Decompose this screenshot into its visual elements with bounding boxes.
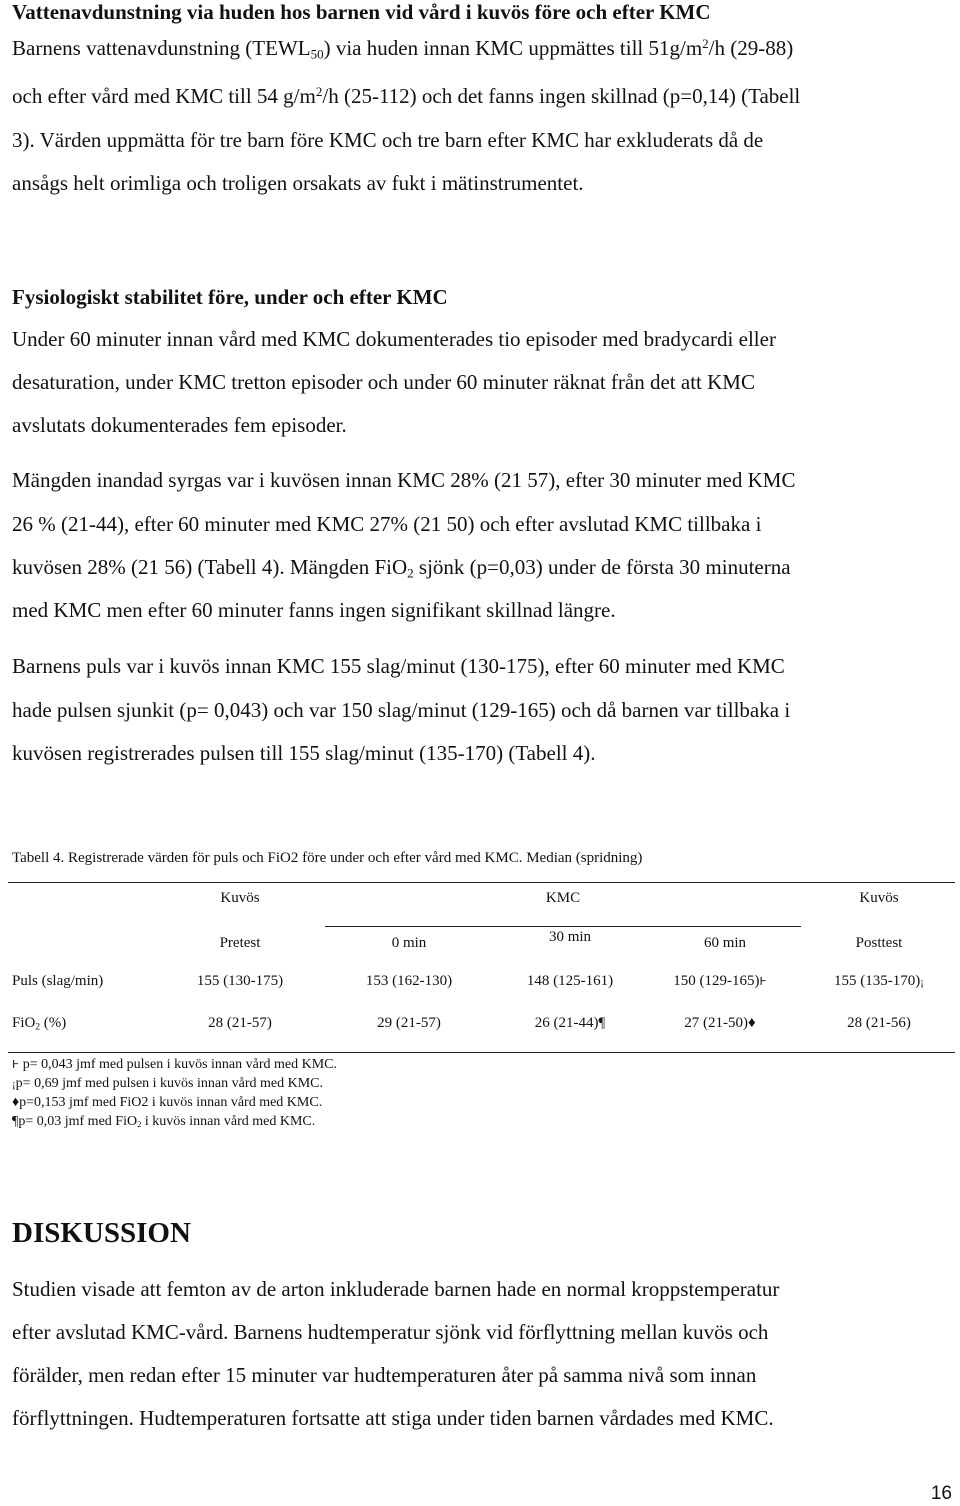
table-cell: 153 (162-130): [365, 973, 453, 989]
section-heading-diskussion: DISKUSSION: [12, 1217, 191, 1249]
paragraph-line: förälder, men redan efter 15 minuter var hudtemperaturen åter på samma nivå som innan: [12, 1363, 757, 1387]
table-cell: 28 (21-56): [847, 1015, 911, 1031]
footnote-marker: ¡: [920, 976, 924, 988]
paragraph-line: förflyttningen. Hudtemperaturen fortsatte att stiga under tiden barnen vårdades med KMC.: [12, 1406, 774, 1430]
footnote-marker: ¶: [598, 1015, 606, 1031]
table-group-header: Kuvös: [220, 890, 260, 906]
table-footnote: [12, 1076, 323, 1092]
footnote-marker: ¡: [12, 1078, 16, 1090]
table-footnote: [12, 1095, 322, 1111]
paragraph-line: [12, 84, 800, 109]
table-cell: 28 (21-57): [208, 1015, 272, 1031]
text-span: FiO: [12, 1015, 36, 1031]
paragraph-line: avslutats dokumenterades fem episoder.: [12, 413, 347, 437]
cell-value: 155 (135-170): [834, 973, 921, 989]
section-heading-tewl: Vattenavdunstning via huden hos barnen vid vård i kuvös före och efter KMC: [12, 0, 711, 24]
table-row-label: [12, 1015, 66, 1032]
paragraph-line: 3). Värden uppmätta för tre barn före KMC och tre barn efter KMC har exkluderats då de: [12, 128, 764, 152]
table-group-header: KMC: [545, 890, 581, 906]
footnote-marker: Ͱ: [12, 1059, 20, 1071]
text-span: /h (25-112) och det fanns ingen skillnad (p=0,14) (Tabell: [322, 84, 801, 109]
text-span: kuvösen 28% (21 56) (Tabell 4). Mängden FiO: [12, 555, 408, 579]
table-kmc-span-rule: [325, 926, 801, 927]
table-row-label: Puls (slag/min): [12, 973, 104, 989]
subscript: 2: [137, 1119, 142, 1130]
cell-value: 27 (21-50): [684, 1015, 749, 1031]
footnote-marker: ♦: [748, 1015, 756, 1031]
text-span: /h (29-88): [708, 36, 794, 61]
table-group-header: Kuvös: [859, 890, 899, 906]
text-span: sjönk (p=0,03) under de första 30 minuterna: [413, 555, 791, 579]
paragraph-line: med KMC men efter 60 minuter fanns ingen signifikant skillnad längre.: [12, 598, 616, 622]
text-span: ) via huden innan KMC uppmättes till 51g/m: [323, 36, 703, 61]
paragraph-line: kuvösen registrerades pulsen till 155 slag/minut (135-170) (Tabell 4).: [12, 741, 596, 765]
paragraph-line: Studien visade att femton av de arton inkluderade barnen hade en normal kroppstemperatur: [12, 1277, 780, 1301]
paragraph-line: Barnens puls var i kuvös innan KMC 155 slag/minut (130-175), efter 60 minuter med KMC: [12, 654, 785, 678]
paragraph-line: Under 60 minuter innan vård med KMC dokumenterades tio episoder med bradycardi eller: [12, 327, 776, 351]
section-heading-stability: Fysiologiskt stabilitet före, under och efter KMC: [12, 285, 448, 309]
cell-value: 150 (129-165): [673, 973, 760, 989]
subscript: 2: [407, 565, 414, 581]
footnote-marker: Ͱ: [759, 976, 767, 988]
table-caption: Tabell 4. Registrerade värden för puls och FiO2 före under och efter vård med KMC. Median (spridning): [12, 850, 643, 866]
subscript: 50: [310, 46, 324, 62]
footnote-text: i kuvös innan vård med KMC.: [141, 1114, 316, 1129]
footnote-text: p= 0,03 jmf med FiO: [18, 1114, 138, 1129]
footnote-marker: ♦: [12, 1095, 20, 1110]
subscript: 2: [35, 1022, 40, 1033]
paragraph-line: desaturation, under KMC tretton episoder och under 60 minuter räknat från det att KMC: [12, 370, 755, 394]
table-bottom-rule: [8, 1052, 955, 1053]
footnote-text: p= 0,043 jmf med pulsen i kuvös innan vård med KMC.: [19, 1057, 338, 1072]
text-span: och efter vård med KMC till 54 g/m: [12, 84, 316, 109]
superscript: 2: [702, 36, 709, 51]
table-column-header: Pretest: [219, 935, 261, 951]
paragraph-line: efter avslutad KMC-vård. Barnens hudtemperatur sjönk vid förflyttning mellan kuvös och: [12, 1320, 769, 1344]
footnote-marker: ¶: [12, 1114, 19, 1129]
text-span: Barnens vattenavdunstning (TEWL: [12, 36, 311, 61]
paragraph-line: hade pulsen sjunkit (p= 0,043) och var 150 slag/minut (129-165) och då barnen var tillbaka i: [12, 698, 791, 722]
paragraph-line: 26 % (21-44), efter 60 minuter med KMC 27% (21 50) och efter avslutad KMC tillbaka i: [12, 512, 762, 536]
table-cell: 155 (130-175): [196, 973, 284, 989]
table-cell: [684, 1015, 755, 1032]
paragraph-line: ansågs helt orimliga och troligen orsakats av fukt i mätinstrumentet.: [12, 171, 584, 195]
table-footnote: [12, 1057, 337, 1073]
table-cell: 148 (125-161): [526, 973, 614, 989]
text-span: (%): [40, 1015, 67, 1031]
paragraph-line: Mängden inandad syrgas var i kuvösen innan KMC 28% (21 57), efter 30 minuter med KMC: [12, 468, 796, 492]
table-column-header: 30 min: [548, 929, 592, 945]
paragraph-line: [12, 555, 791, 581]
table-top-rule: [8, 882, 955, 883]
footnote-text: p=0,153 jmf med FiO2 i kuvös innan vård med KMC.: [19, 1095, 323, 1110]
table-column-header: 60 min: [703, 935, 747, 951]
page-number: 16: [930, 1483, 952, 1504]
table-footnote: [12, 1114, 315, 1130]
table-cell: 29 (21-57): [377, 1015, 441, 1031]
superscript: 2: [315, 84, 323, 99]
table-cell: [834, 973, 924, 990]
footnote-text: p= 0,69 jmf med pulsen i kuvös innan vård med KMC.: [15, 1076, 323, 1091]
table-column-header: Posttest: [855, 935, 903, 951]
table-cell: [535, 1015, 606, 1032]
table-column-header: 0 min: [391, 935, 427, 951]
paragraph-line: [12, 36, 793, 62]
cell-value: 26 (21-44): [534, 1015, 599, 1031]
table-cell: [673, 973, 766, 990]
